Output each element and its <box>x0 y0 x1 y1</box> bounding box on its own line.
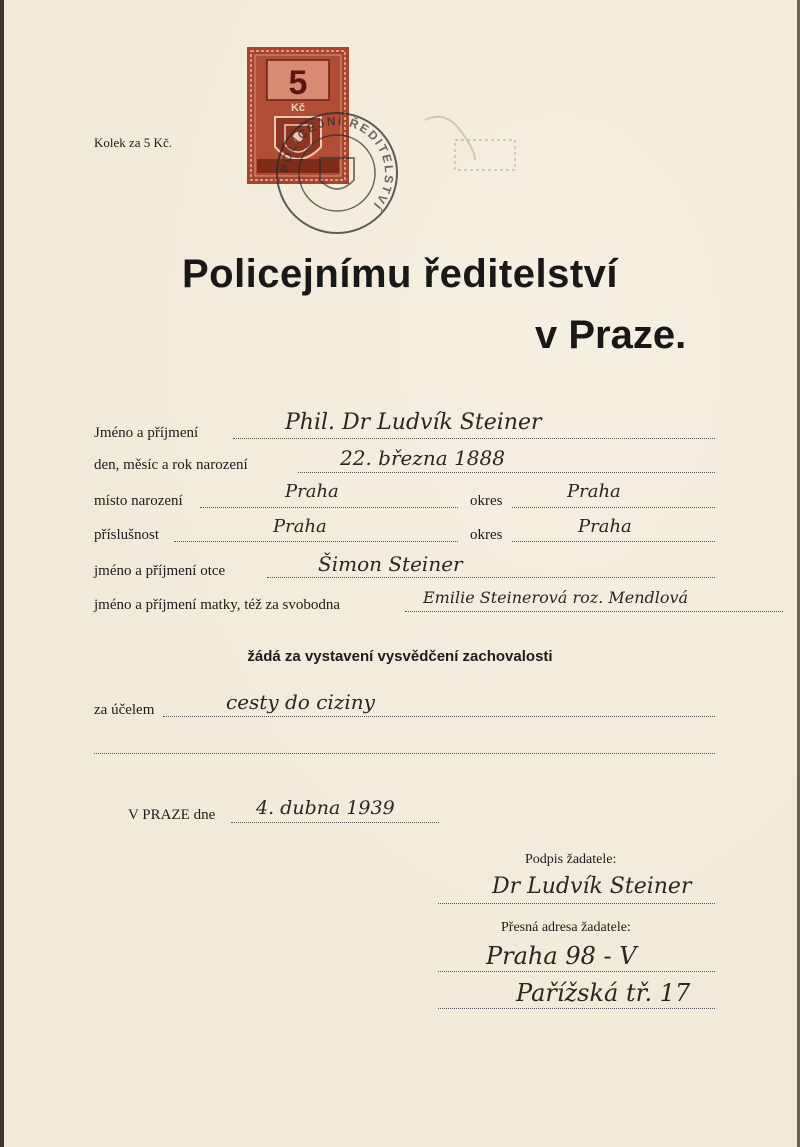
birth-date-line <box>298 472 715 473</box>
domicile-district-value: Praha <box>578 516 632 537</box>
mother-name-label: jméno a příjmení matky, též za svobodna <box>94 597 341 613</box>
date-value: 4. dubna 1939 <box>256 797 395 819</box>
father-name-value: Šimon Steiner <box>318 552 463 576</box>
address-line-1 <box>438 971 715 972</box>
birth-date-label: den, měsíc a rok narození <box>94 457 248 473</box>
birthplace-district-value: Praha <box>567 481 621 502</box>
father-name-line <box>267 577 715 578</box>
date-line <box>231 822 439 823</box>
domicile-district-label: okres <box>470 527 503 543</box>
document-title-city: v Praze. <box>535 313 687 357</box>
domicile-label: příslušnost <box>94 527 160 543</box>
revenue-stamp-label: Kolek za 5 Kč. <box>94 135 172 150</box>
signature-label: Podpis žadatele: <box>525 852 617 867</box>
official-seal-icon <box>272 108 402 238</box>
birth-date-value: 22. března 1888 <box>340 446 505 470</box>
signature-value: Dr Ludvík Steiner <box>492 874 692 899</box>
domicile-district-line <box>512 541 715 542</box>
domicile-value: Praha <box>273 516 327 537</box>
birthplace-district-label: okres <box>470 493 503 509</box>
birthplace-label: místo narození <box>94 493 183 509</box>
date-label: V PRAZE dne <box>128 807 216 823</box>
domicile-line <box>174 541 458 542</box>
name-value: Phil. Dr Ludvík Steiner <box>285 410 542 435</box>
birthplace-line <box>200 507 458 508</box>
name-label: Jméno a příjmení <box>94 425 199 441</box>
birthplace-district-line <box>512 507 715 508</box>
svg-text:POLICEJNÍ ŘEDITELSTVÍ <box>278 113 396 214</box>
purpose-line <box>163 716 715 717</box>
name-line <box>233 438 715 439</box>
purpose-line-2 <box>94 753 715 754</box>
purpose-value: cesty do ciziny <box>226 690 375 714</box>
page-edge-left <box>0 0 4 1147</box>
signature-line <box>438 903 715 904</box>
address-value-2: Pařížská tř. 17 <box>516 979 691 1007</box>
faint-stamp-mark <box>415 110 535 190</box>
address-line-2 <box>438 1008 715 1009</box>
mother-name-line <box>405 611 783 612</box>
request-text: žádá za vystavení vysvědčení zachovalosti <box>247 648 553 665</box>
address-label: Přesná adresa žadatele: <box>501 920 631 935</box>
stamp-currency: Kč <box>290 102 306 114</box>
father-name-label: jméno a příjmení otce <box>94 563 226 579</box>
mother-name-value: Emilie Steinerová roz. Mendlová <box>423 588 689 607</box>
document-title: Policejnímu ředitelství <box>181 252 619 296</box>
address-value-1: Praha 98 - V <box>486 942 637 970</box>
stamp-value: 5 <box>288 64 308 102</box>
seal-text: POLICEJNÍ ŘEDITELSTVÍ <box>277 113 397 214</box>
purpose-label: za účelem <box>94 702 155 718</box>
birthplace-value: Praha <box>285 481 339 502</box>
